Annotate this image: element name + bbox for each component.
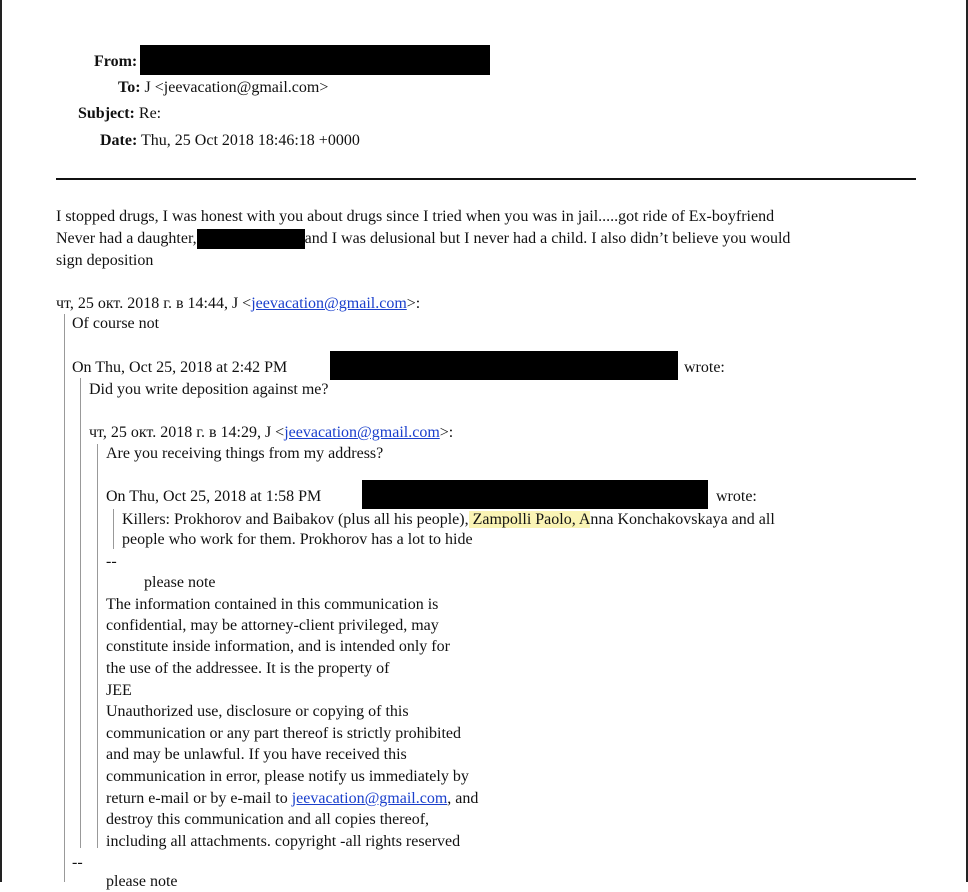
signature-line: JEE [106, 682, 132, 699]
signature-line: and may be unlawful. If you have received this [106, 746, 407, 763]
message-line-1: I stopped drugs, I was honest with you about drugs since I tried when you was in jail.....got ride of Ex-boyfriend [56, 208, 775, 225]
message-line-3: sign deposition [56, 252, 154, 269]
to-value: J <jeevacation@gmail.com> [144, 79, 329, 96]
signature-line: Unauthorized use, disclosure or copying of this [106, 703, 409, 720]
quote2-bar [80, 378, 81, 848]
signature-line: communication or any part thereof is strictly prohibited [106, 725, 462, 742]
date-value: Thu, 25 Oct 2018 18:46:18 +0000 [141, 132, 360, 149]
message-line-2 [56, 228, 790, 250]
redaction-quote4-sender [362, 480, 708, 509]
redaction-from [140, 45, 490, 75]
signature-return-line [106, 789, 478, 809]
subject-label: Subject: [78, 105, 135, 122]
subject-value: Re: [138, 105, 162, 122]
quote4-line-1-start: Killers: Prokhorov and Baibakov (plus all his people), [122, 511, 469, 528]
signature-line: including all attachments. copyright -all rights reserved [106, 833, 461, 850]
signature-dashes: -- [106, 553, 117, 570]
quote2-attribution-suffix: wrote: [684, 359, 725, 376]
signature-line: communication in error, please notify us immediately by [106, 768, 469, 785]
date-row [100, 131, 360, 151]
quote2-text: Did you write deposition against me? [89, 381, 329, 398]
quote3-attribution-suffix: >: [439, 424, 454, 441]
signature-return-prefix: return e-mail or by e-mail to [106, 790, 292, 807]
from-label: From: [94, 53, 138, 70]
quote4-line-1-end: nna Konchakovskaya and all [590, 511, 775, 528]
redaction-quote2-sender [330, 351, 678, 380]
quote3-attribution [89, 423, 453, 443]
quote1-attribution [56, 294, 420, 314]
signature-email-link[interactable]: jeevacation@gmail.com [291, 790, 448, 807]
quote1-attribution-prefix: чт, 25 окт. 2018 г. в 14:44, J < [56, 295, 252, 312]
signature-please-note: please note [144, 574, 216, 591]
to-label: To: [118, 79, 141, 96]
quote1-bar [64, 314, 65, 882]
quote1-text: Of course not [72, 315, 160, 332]
quote3-email-link[interactable]: jeevacation@gmail.com [284, 424, 440, 441]
bottom-please-note-partial: please note [106, 873, 178, 890]
quote4-attribution-prefix: On Thu, Oct 25, 2018 at 1:58 PM [106, 488, 322, 505]
quote1-email-link[interactable]: jeevacation@gmail.com [251, 295, 407, 312]
quote3-attribution-prefix: чт, 25 окт. 2018 г. в 14:29, J < [89, 424, 285, 441]
redaction-daughter [197, 229, 305, 249]
subject-row [78, 104, 161, 124]
to-row [118, 78, 328, 98]
quote4-attribution-suffix: wrote: [716, 488, 757, 505]
signature-line: confidential, may be attorney-client privileged, may [106, 617, 439, 634]
bottom-dashes: -- [72, 854, 83, 871]
quote4-line-2: people who work for them. Prokhorov has a lot to hide [122, 531, 473, 548]
signature-return-suffix: , and [447, 790, 479, 807]
page-edge-left [0, 0, 2, 882]
quote4-line-1 [122, 510, 775, 530]
quote2-attribution-prefix: On Thu, Oct 25, 2018 at 2:42 PM [72, 359, 288, 376]
message-line-2-part2: and I was delusional but I never had a child. I also didn’t believe you would [304, 230, 791, 247]
quote3-text: Are you receiving things from my address? [106, 445, 384, 462]
signature-line: the use of the addressee. It is the property of [106, 660, 390, 677]
signature-line: The information contained in this communication is [106, 596, 439, 613]
message-line-2-part1: Never had a daughter, [56, 230, 197, 247]
signature-line: destroy this communication and all copies thereof, [106, 811, 430, 828]
date-label: Date: [100, 132, 138, 149]
quote3-bar [97, 444, 98, 848]
highlighted-name: Zampolli Paolo, A [468, 511, 591, 528]
quote1-attribution-suffix: >: [406, 295, 421, 312]
signature-line: constitute inside information, and is intended only for [106, 638, 450, 655]
quote4-bar [113, 509, 114, 549]
header-divider [56, 178, 916, 180]
